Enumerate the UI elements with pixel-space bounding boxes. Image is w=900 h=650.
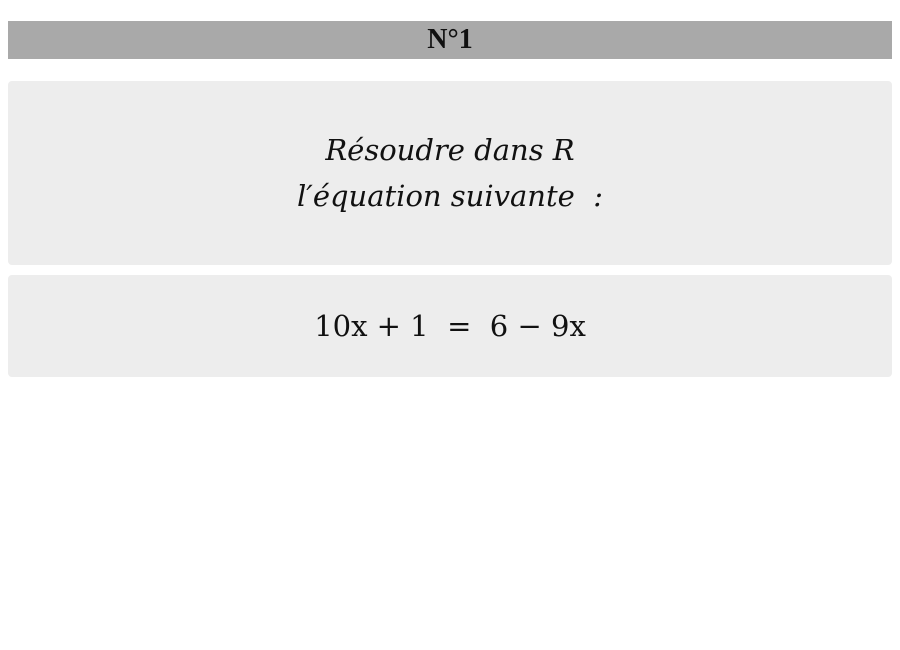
exercise-number: N°1 (427, 24, 473, 55)
instruction-line-2: l′équation suivante : (296, 179, 604, 213)
equation-text: 10x + 1 = 6 − 9x (314, 309, 586, 343)
instruction-line-1: Résoudre dans R (325, 133, 575, 167)
exercise-header (8, 21, 892, 59)
instruction-card (8, 81, 892, 265)
equation-card (8, 275, 892, 377)
